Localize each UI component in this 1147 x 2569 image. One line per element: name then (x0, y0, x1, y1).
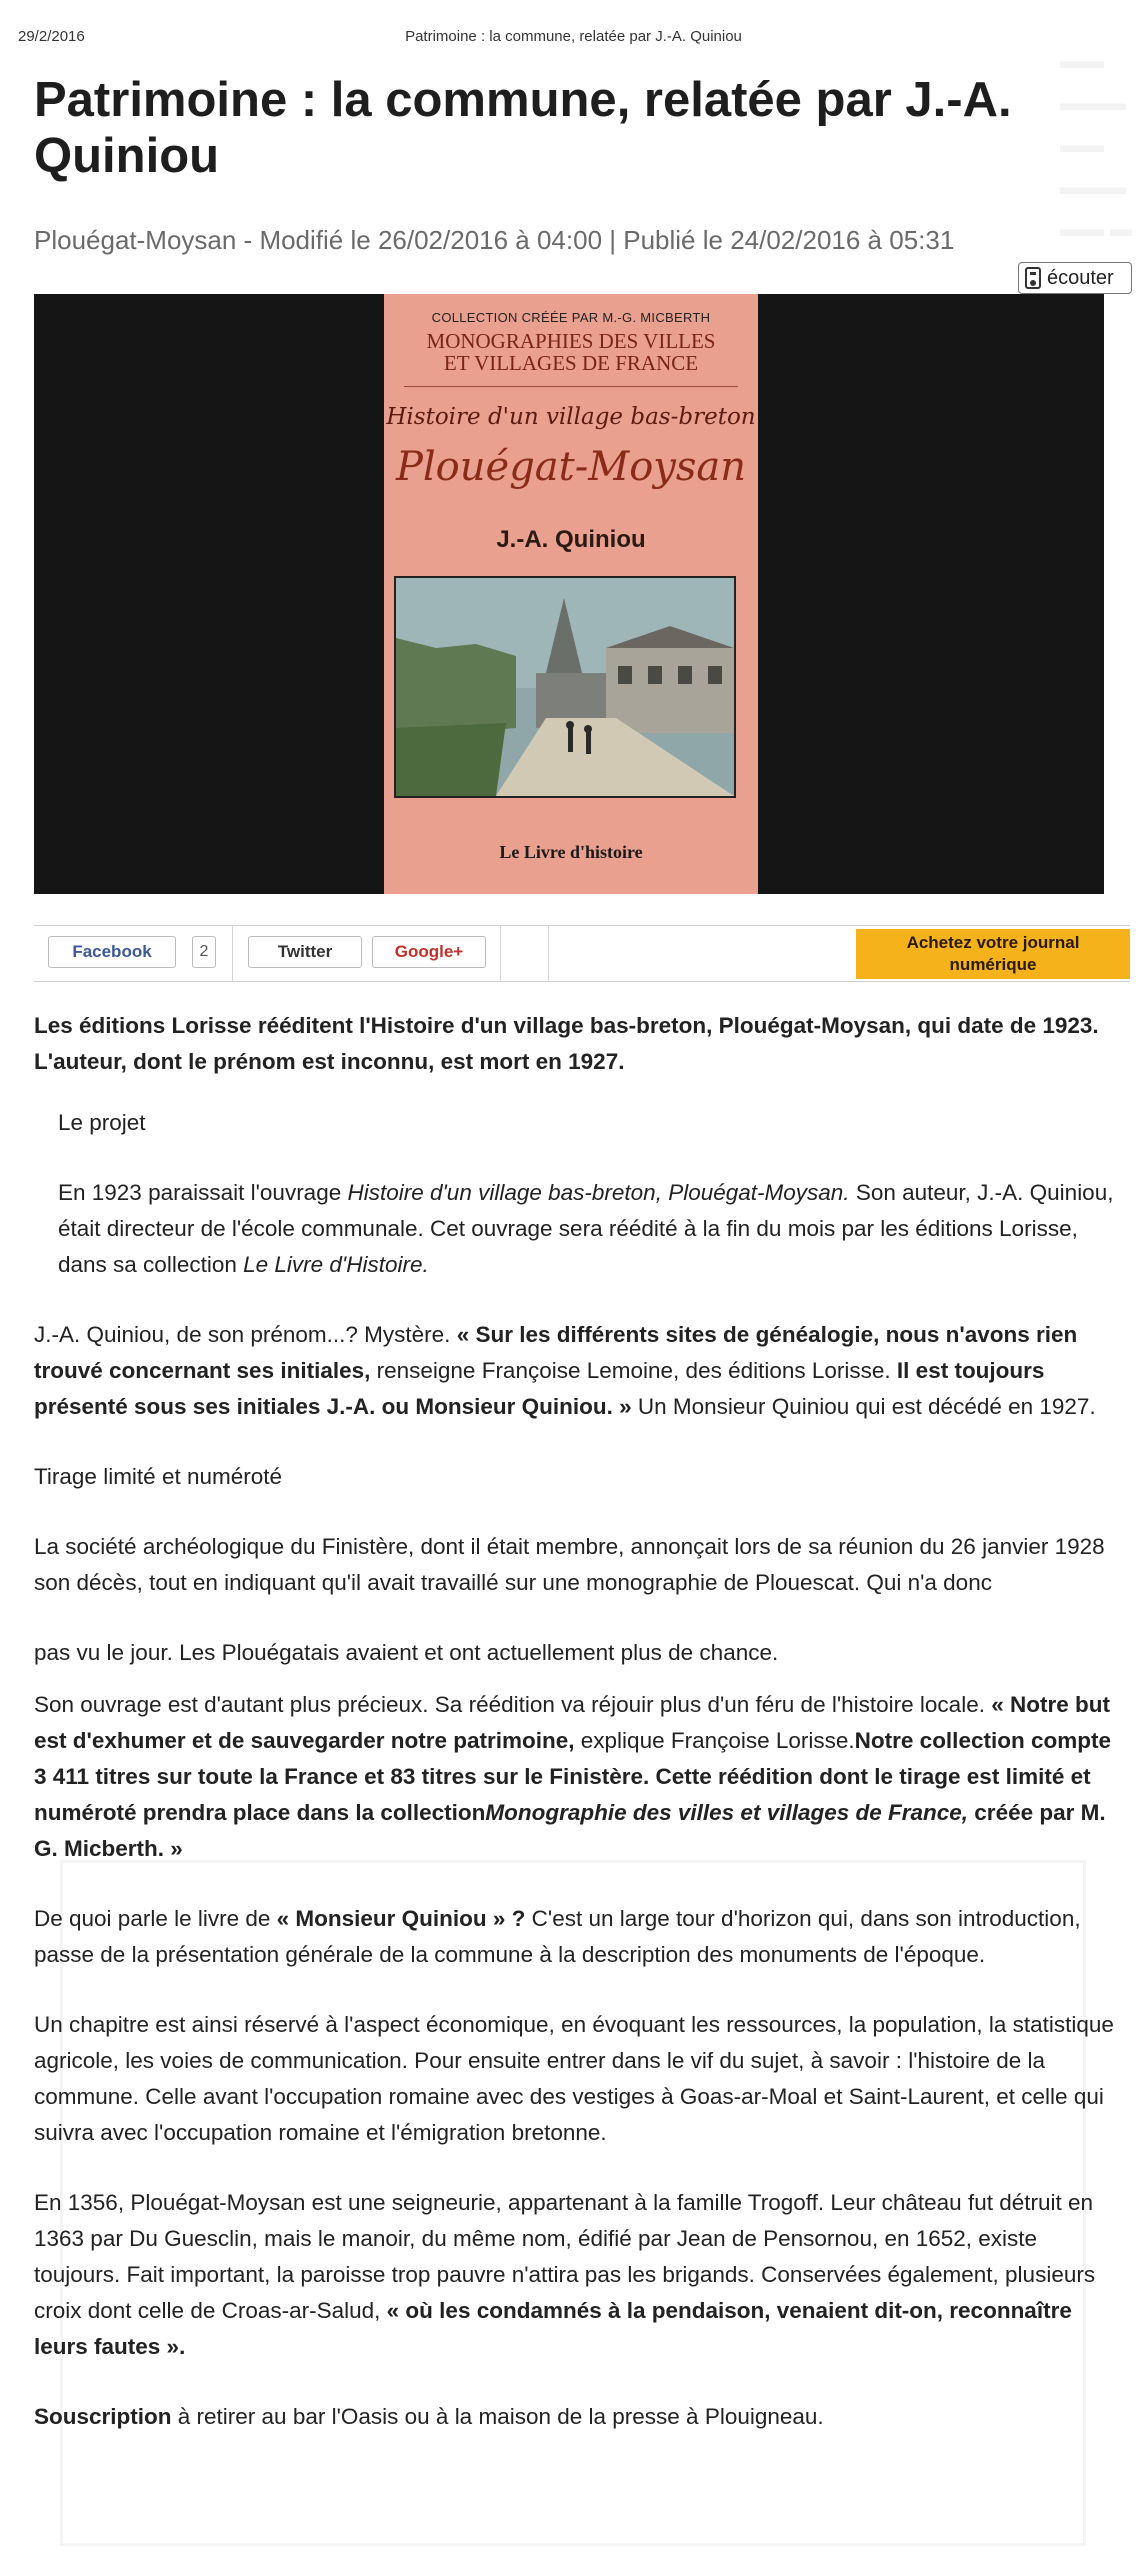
p2-quote: Il est toujours présenté sous ses initiales J.-A. ou Monsieur Quiniou. » (34, 1358, 1045, 1419)
p5-text: C'est un large tour d'horizon qui, dans son introduction, passe de la présentation générale de la commune à la description des monuments de l'époque. (34, 1906, 1081, 1967)
p1-text: En 1923 paraissait l'ouvrage (58, 1180, 348, 1205)
article-meta: Plouégat-Moysan - Modifié le 26/02/2016 à 04:00 | Publié le 24/02/2016 à 05:31 (34, 225, 955, 255)
p4-quote: « Notre but est d'exhumer et de sauvegarder notre patrimoine, (34, 1692, 1110, 1753)
cover-author: J.-A. Quiniou (496, 526, 646, 553)
p4-quote: créée par M. G. Micberth. » (34, 1800, 1106, 1861)
share-divider (548, 926, 549, 981)
p4-text: Son ouvrage est d'autant plus précieux. Sa réédition va réjouir plus d'un féru de l'histoire locale. (34, 1692, 992, 1717)
p2-text: renseigne Françoise Lemoine, des éditions Lorisse. (370, 1358, 897, 1383)
listen-button[interactable] (1018, 262, 1132, 294)
village-street-illustration (396, 578, 734, 796)
cover-collection: COLLECTION CRÉÉE PAR M.-G. MICBERTH (431, 310, 711, 325)
p4-collection: Monographie des villes et villages de France, (485, 1800, 969, 1825)
cover-series (384, 330, 758, 374)
p5-text: De quoi parle le livre de (34, 1906, 277, 1931)
p1-book-title: Histoire d'un village bas-breton, Plouégat-Moysan. (347, 1180, 850, 1205)
cover-subtitle: Histoire d'un village bas-breton (386, 404, 756, 430)
paragraph-5 (34, 1901, 1119, 1973)
cover-photo (394, 576, 736, 798)
twitter-share-button[interactable]: Twitter (248, 936, 362, 968)
cover-village-name: Plouégat-Moysan (395, 444, 747, 490)
paragraph-1 (34, 1175, 1119, 1283)
p7-quote: « où les condamnés à la pendaison, venaient dit-on, reconnaître leurs fautes ». (34, 2298, 1072, 2359)
cover-series-line2: ET VILLAGES DE FRANCE (443, 351, 699, 375)
article-lead: Les éditions Lorisse rééditent l'Histoire d'un village bas-breton, Plouégat-Moysan, qui date de 1923. L'auteur, dont le prénom est inconnu, est mort en 1927. (34, 1013, 1099, 1074)
p8-text: à retirer au bar l'Oasis ou à la maison de la presse à Plouigneau. (171, 2404, 824, 2429)
cover-series-line1: MONOGRAPHIES DES VILLES (426, 329, 716, 353)
hero-image (34, 294, 1104, 894)
paragraph-6: Un chapitre est ainsi réservé à l'aspect économique, en évoquant les ressources, la population, la statistique agricole, les voies de communication. Pour ensuite entrer dans le vif du sujet, à savoir : l'histoire de la commune. Celle avant l'occupation romaine avec des vestiges à Goas-ar-Moal et Saint-Laurent, et celle qui suivra avec l'occupation romaine et l'émigration bretonne. (34, 2012, 1114, 2145)
p8-label: Souscription (34, 2404, 172, 2429)
p1-collection: Le Livre d'Histoire. (243, 1252, 429, 1277)
cover-rule (404, 386, 738, 387)
paragraph-3b: pas vu le jour. Les Plouégatais avaient et ont actuellement plus de chance. (34, 1640, 779, 1665)
google-plus-share-button[interactable]: Google+ (372, 936, 486, 968)
facebook-share-button[interactable]: Facebook (48, 936, 176, 968)
paragraph-7 (34, 2185, 1119, 2365)
share-bar (34, 925, 1130, 982)
facebook-share-count: 2 (192, 936, 216, 968)
paragraph-8 (34, 2399, 1119, 2435)
buy-digital-journal-button[interactable]: Achetez votre journal numérique (856, 929, 1130, 979)
print-title: Patrimoine : la commune, relatée par J.-A. Quiniou (405, 28, 742, 45)
share-divider (500, 926, 501, 981)
p5-quote: « Monsieur Quiniou » ? (276, 1906, 526, 1931)
subheading-project: Le projet (58, 1110, 146, 1135)
p4-text: explique Françoise Lorisse. (574, 1728, 855, 1753)
cover-publisher: Le Livre d'histoire (499, 842, 643, 862)
book-cover (384, 294, 758, 894)
p1-text: Son auteur, J.-A. Quiniou, était directeur de l'école communale. Cet ouvrage sera réédité à la fin du mois par les éditions Lorisse, dans sa collection (58, 1180, 1114, 1277)
print-date: 29/2/2016 (18, 28, 85, 45)
p2-text: Un Monsieur Quiniou qui est décédé en 1927. (631, 1394, 1096, 1419)
listen-label: écouter (1047, 266, 1114, 289)
print-header (0, 28, 1147, 52)
paragraph-2 (34, 1317, 1119, 1425)
subheading-tirage: Tirage limité et numéroté (34, 1464, 283, 1489)
paragraph-4 (34, 1687, 1119, 1867)
p2-quote: « Sur les différents sites de généalogie, nous n'avons rien trouvé concernant ses initiales, (34, 1322, 1078, 1383)
article-body (34, 1008, 1119, 2435)
p4-quote: Notre collection compte 3 411 titres sur toute la France et 83 titres sur le Finistère. Cette réédition dont le tirage est limité et numéroté prendra place dans la collection (34, 1728, 1111, 1825)
paragraph-3a: La société archéologique du Finistère, dont il était membre, annonçait lors de sa réunion du 26 janvier 1928 son décès, tout en indiquant qu'il avait travaillé sur une monographie de Plouescat. Qui n'a donc (34, 1534, 1105, 1595)
p2-text: J.-A. Quiniou, de son prénom...? Mystère. (34, 1322, 457, 1347)
speaker-icon (1025, 267, 1041, 289)
p7-text: En 1356, Plouégat-Moysan est une seigneurie, appartenant à la famille Trogoff. Leur château fut détruit en 1363 par Du Guesclin, mais le manoir, du même nom, édifié par Jean de Pensornou, en 1652, existe toujours. Fait important, la paroisse trop pauvre n'attira pas les brigands. Conservées également, plusieurs croix dont celle de Croas-ar-Salud, (34, 2190, 1096, 2323)
article-title: Patrimoine : la commune, relatée par J.-A. Quiniou (34, 73, 1012, 183)
share-divider (232, 926, 233, 981)
